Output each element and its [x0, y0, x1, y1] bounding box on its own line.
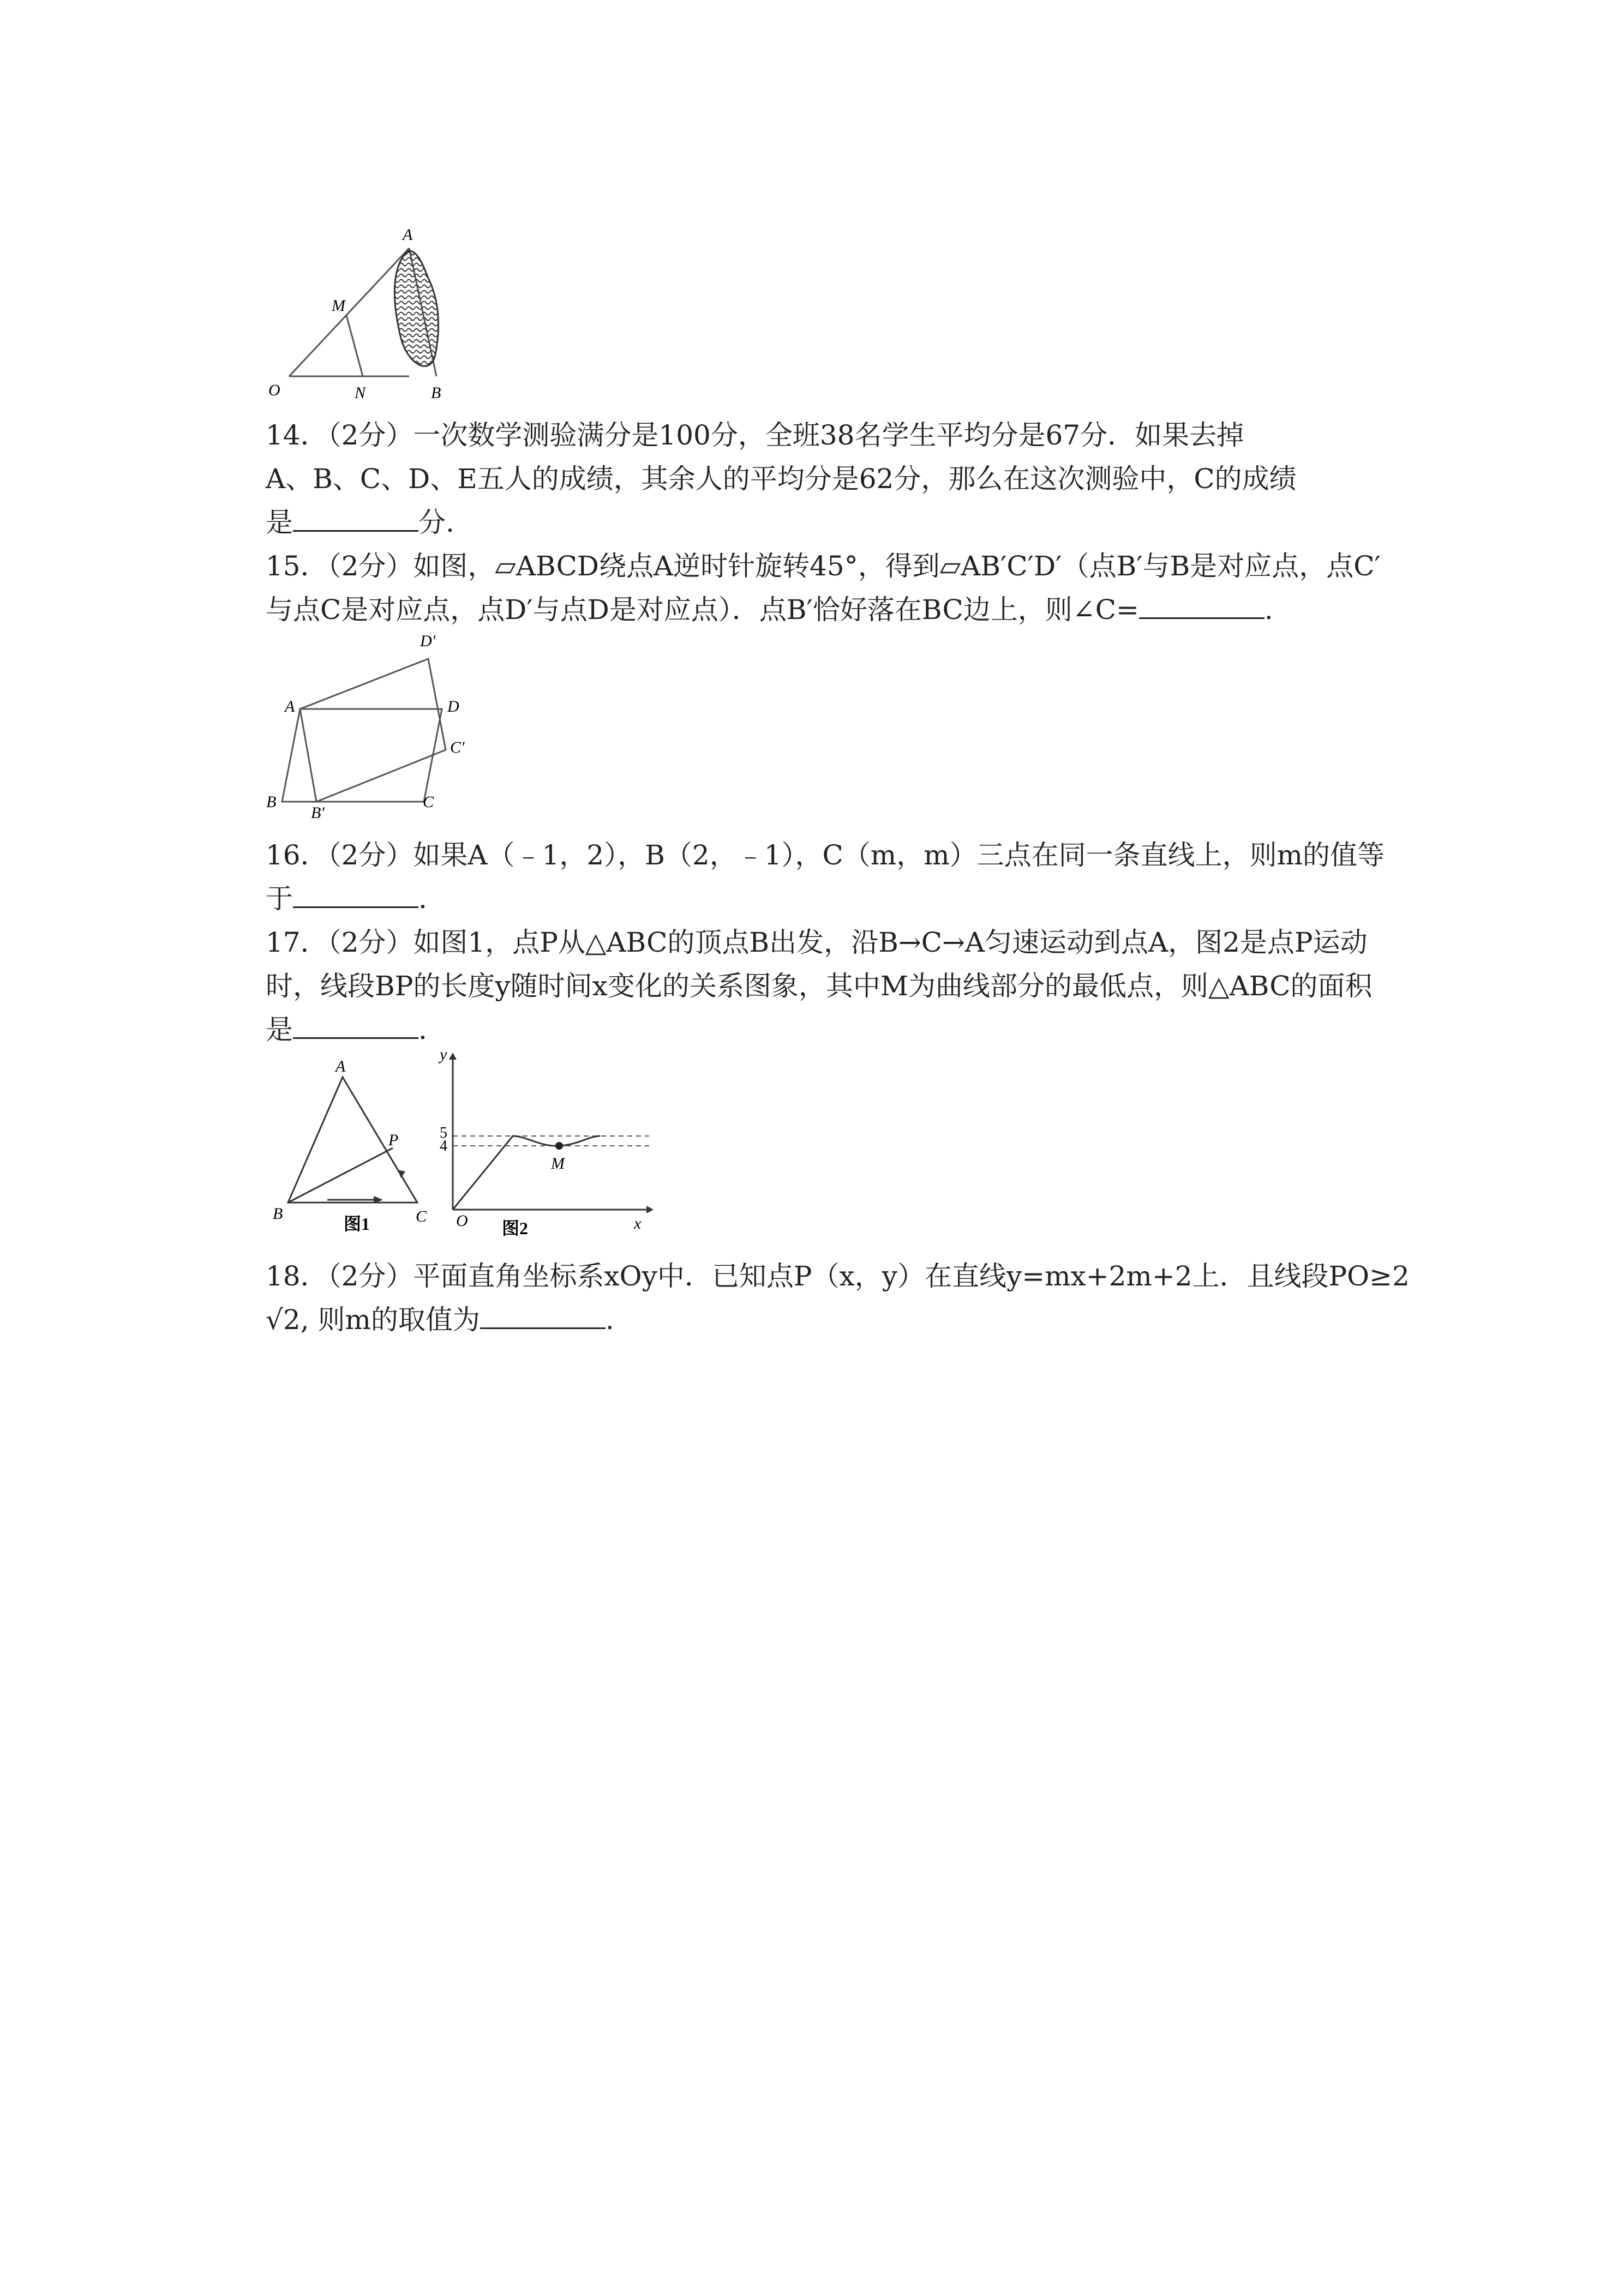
label-b: B [273, 1205, 283, 1223]
label-d-prime: D′ [420, 632, 436, 650]
label-a: A [285, 698, 295, 716]
label-d: D [447, 698, 459, 716]
caption-figure-1: 图1 [344, 1214, 370, 1234]
q15-line-1: 15．（2分）如图，▱ABCD绕点A逆时针旋转45°，得到▱AB′C′D′（点B′与B是对应点，点C′ [266, 550, 1381, 582]
question-14 [266, 413, 1362, 544]
label-x: x [634, 1215, 642, 1233]
q14-line-1: 14．（2分）一次数学测验满分是100分，全班38名学生平均分是67分．如果去掉 [266, 419, 1244, 451]
parallelogram-abcd [282, 709, 442, 802]
label-c-prime: C′ [450, 738, 465, 756]
figure-17-triangle [262, 1055, 442, 1252]
label-c: C [416, 1207, 427, 1225]
label-o: O [268, 381, 280, 399]
caption-figure-2: 图2 [502, 1218, 529, 1238]
label-p: P [388, 1131, 399, 1149]
label-b-prime: B′ [311, 804, 325, 822]
label-c: C [423, 793, 434, 811]
answer-blank[interactable] [1139, 596, 1265, 619]
graph-curve [453, 1136, 600, 1210]
question-16 [266, 833, 1385, 921]
label-b: B [431, 384, 441, 402]
label-m: M [551, 1155, 565, 1173]
y-axis-arrow-icon [449, 1053, 457, 1060]
segment-mn [346, 315, 363, 376]
q18-line-2: √2, 则m的取值为 . [266, 1304, 614, 1336]
label-m: M [332, 297, 345, 315]
x-axis-arrow-icon [646, 1206, 654, 1213]
q16-line-2: 于 . [266, 883, 427, 915]
label-a: A [335, 1057, 346, 1075]
segment-bp [288, 1148, 393, 1203]
q16-line-1: 16．（2分）如果A（﹣1，2），B（2，﹣1），C（m，m）三点在同一条直线上，则m的值等 [266, 839, 1385, 871]
sqrt-two: √2 [266, 1304, 301, 1336]
parallelogram-ab2c2d2 [300, 659, 446, 802]
segment-oa [289, 248, 409, 376]
point-m [555, 1142, 563, 1150]
tick-label-4: 4 [440, 1138, 447, 1155]
question-15 [266, 544, 1381, 632]
label-y: y [440, 1046, 447, 1063]
question-17 [266, 921, 1373, 1051]
arrow-head-ca-icon [398, 1170, 405, 1178]
q14-line-3: 是 分. [266, 507, 454, 538]
tick-label-5: 5 [440, 1125, 447, 1141]
label-b: B [266, 793, 277, 811]
q17-line-1: 17．（2分）如图1，点P从△ABC的顶点B出发，沿B→C→A匀速运动到点A，图2是点P运动 [266, 927, 1368, 958]
answer-blank[interactable] [293, 885, 418, 908]
question-18 [266, 1254, 1410, 1342]
q14-line-2: A、B、C、D、E五人的成绩，其余人的平均分是62分，那么在这次测验中，C的成绩 [266, 463, 1297, 495]
q17-line-3: 是 . [266, 1014, 427, 1045]
q18-line-1: 18．（2分）平面直角坐标系xOy中．已知点P（x，y）在直线y=mx+2m+2上．且线段PO≥2 [266, 1260, 1410, 1292]
answer-blank[interactable] [293, 1015, 418, 1039]
label-n: N [355, 384, 366, 402]
q15-line-2: 与点C是对应点，点D′与点D是对应点）．点B′恰好落在BC边上，则∠C= . [266, 594, 1273, 626]
q17-line-2: 时，线段BP的长度y随时间x变化的关系图象，其中M为曲线部分的最低点，则△ABC的面积 [266, 970, 1373, 1002]
answer-blank[interactable] [480, 1306, 606, 1329]
obstacle-shape [394, 251, 438, 366]
figure-17-graph [436, 1046, 655, 1253]
figure-parallelogram-rotation [262, 622, 491, 824]
label-o: O [456, 1212, 468, 1230]
label-a: A [403, 226, 413, 244]
figure-triangle-omn [262, 218, 469, 409]
answer-blank[interactable] [293, 508, 418, 532]
